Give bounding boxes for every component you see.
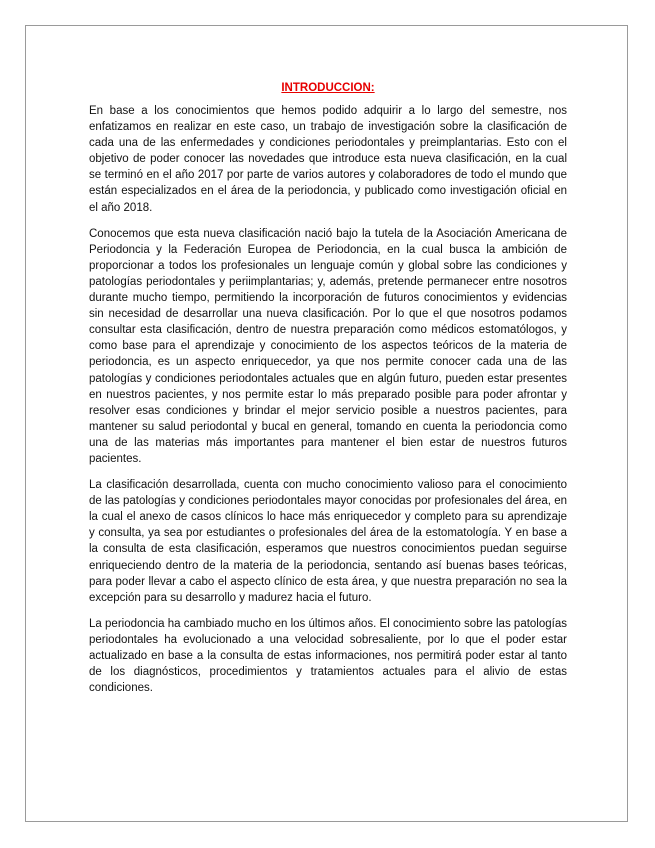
page-title: INTRODUCCION: <box>281 82 375 94</box>
page-content <box>89 80 567 706</box>
paragraph-2: Conocemos que esta nueva clasificación nació bajo la tutela de la Asociación Americana de Periodoncia y la Federación Europea de Periodoncia, en la cual busca la ambición de proporcionar a todos los profesionales un lenguaje común y global sobre las condiciones y patologías periodontales y periimplantarias; y, además, pretende permanecer entre nosotros durante mucho tiempo, permitiendo la incorporación de futuros conocimientos y evidencias sin necesidad de desarrollar una nueva clasificación. Por lo que el que nosotros podamos consultar esta clasificación, dentro de nuestra preparación como médicos estomatólogos, y como base para el aprendizaje y conocimiento de los aspectos teóricos de la materia de periodoncia, es un aspecto enriquecedor, ya que nos permite conocer cada una de las patologías y condiciones periodontales actuales que en algún futuro, pueden estar presentes en nuestros pacientes, y nos permite estar lo más preparado posible para poder afrontar y resolver esas condiciones y brindar el mejor servicio posible a nuestros pacientes, para mantener su salud periodontal y bucal en general, tomando en cuenta la periodoncia como una de las materias más importantes para mantener el bien estar de nuestros futuros pacientes. <box>89 227 567 465</box>
paragraph-4: La periodoncia ha cambiado mucho en los últimos años. El conocimiento sobre las patologías periodontales ha evolucionado a una velocidad sobresaliente, por lo que el poder estar actualizado en base a la consulta de estas informaciones, nos permitirá poder estar al tanto de los diagnósticos, procedimientos y tratamientos actuales para el alivio de estas condiciones. <box>89 617 567 695</box>
paragraph-3: La clasificación desarrollada, cuenta con mucho conocimiento valioso para el conocimiento de las patologías y condiciones periodontales mayor conocidas por profesionales del área, en la cual el anexo de casos clínicos lo hace más enriquecedor y completo para su aprendizaje y consulta, ya sea por estudiantes o profesionales del área de la estomatología. Y en base a la consulta de esta clasificación, esperamos que nuestros conocimientos puedan seguirse enriqueciendo dentro de la materia de la periodoncia, sentando así buenas bases teóricas, para poder llevar a cabo el aspecto clínico de esta área, y que nuestra preparación no sea la excepción para su desarrollo y madurez hacia el futuro. <box>89 479 567 604</box>
document-page <box>25 25 628 822</box>
paragraph-1: En base a los conocimientos que hemos podido adquirir a lo largo del semestre, nos enfatizamos en realizar en este caso, un trabajo de investigación sobre la clasificación de cada una de las enfermedades y condiciones periodontales y preimplantarias. Esto con el objetivo de poder conocer las novedades que introduce esta nueva clasificación, en la cual se terminó en el año 2017 por parte de varios autores y colaboradores de todo el mundo que están especializados en el área de la periodoncia, y publicado como investigación oficial en el año 2018. <box>89 105 567 214</box>
